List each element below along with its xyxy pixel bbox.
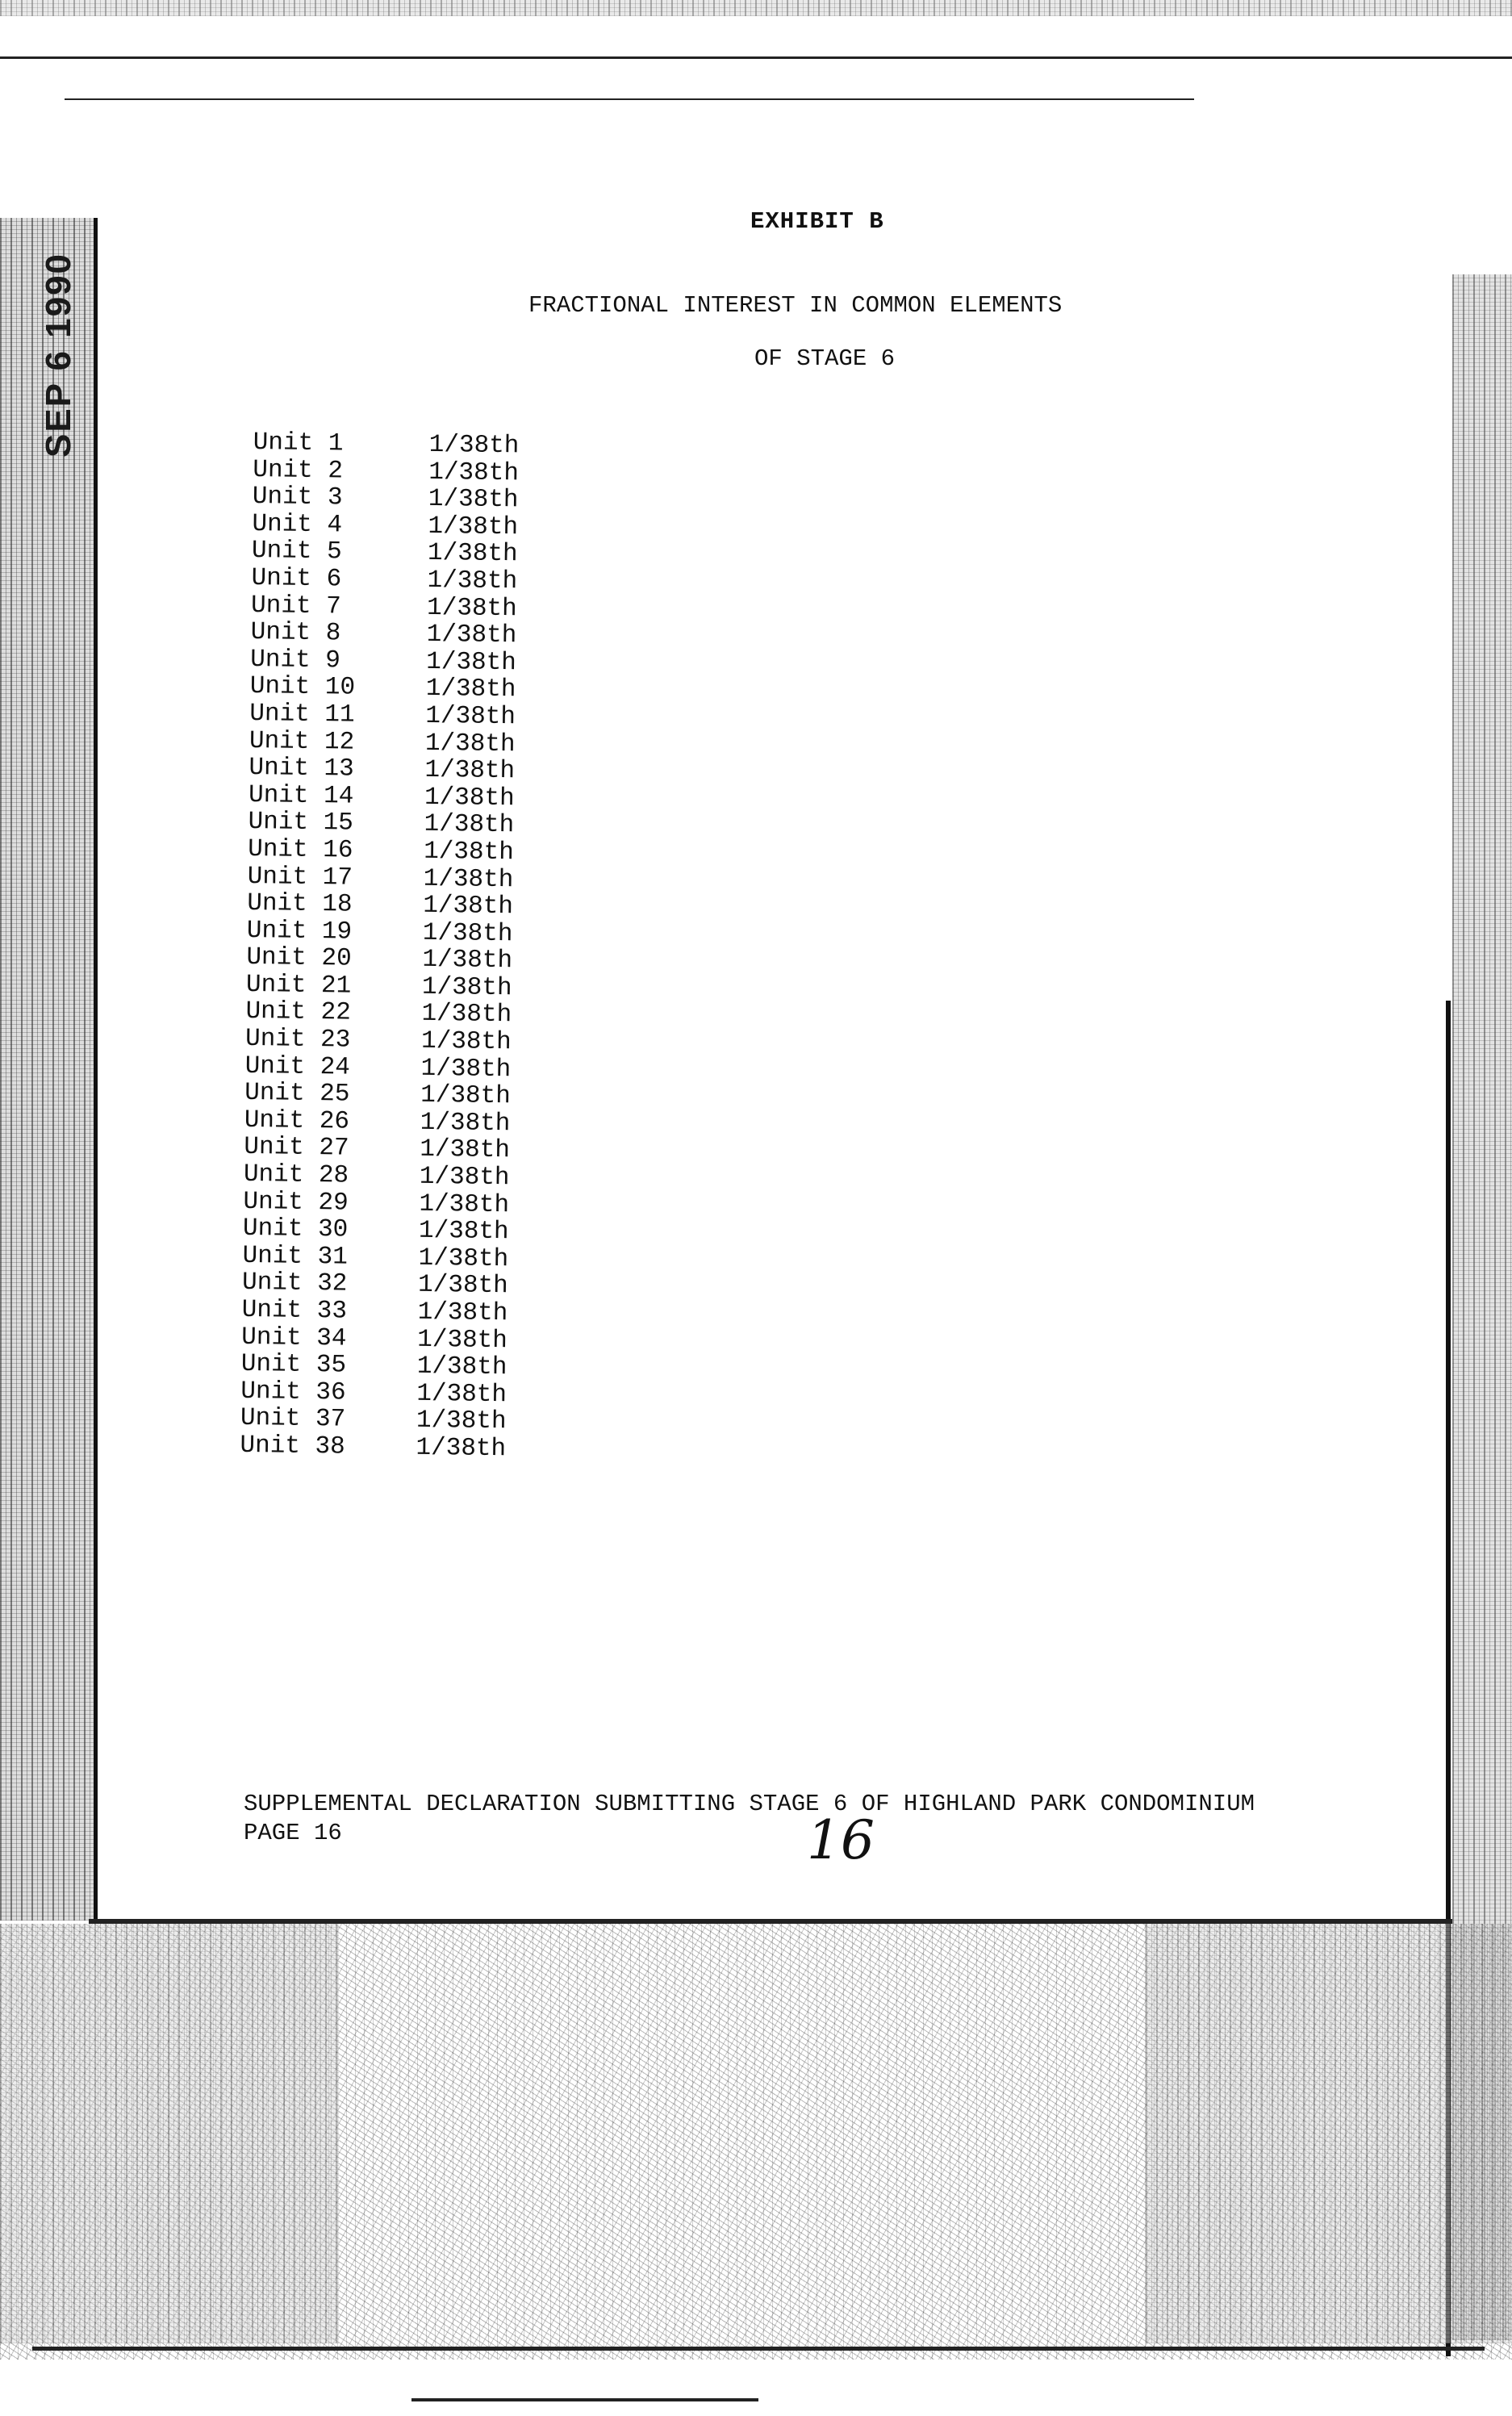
scan-noise-bottom-left — [0, 1924, 339, 2343]
unit-fraction: 1/38th — [417, 1325, 508, 1355]
unit-name: Unit 35 — [240, 1350, 347, 1380]
unit-fraction: 1/38th — [418, 1216, 509, 1247]
exhibit-title: EXHIBIT B — [750, 208, 884, 235]
unit-fraction: 1/38th — [424, 755, 516, 786]
unit-fraction: 1/38th — [417, 1298, 508, 1328]
unit-fraction: 1/38th — [426, 593, 517, 623]
unit-row — [246, 972, 512, 1002]
unit-fraction: 1/38th — [423, 891, 514, 922]
unit-name: Unit 17 — [247, 862, 353, 892]
unit-name: Unit 25 — [244, 1079, 350, 1109]
unit-row — [248, 809, 514, 839]
unit-row — [250, 673, 516, 704]
unit-row — [249, 754, 515, 785]
unit-row — [241, 1297, 507, 1327]
document-footer — [244, 1790, 1255, 1848]
unit-row — [244, 1134, 510, 1164]
unit-fraction: 1/38th — [419, 1162, 510, 1193]
unit-row — [245, 998, 512, 1029]
unit-row — [241, 1351, 507, 1381]
unit-row — [251, 592, 517, 623]
stamp-text: SEP 6 1990 — [39, 252, 78, 458]
unit-fraction: 1/38th — [416, 1352, 507, 1382]
unit-fraction: 1/38th — [424, 810, 515, 840]
unit-name: Unit 33 — [241, 1295, 348, 1326]
unit-name: Unit 6 — [251, 563, 342, 594]
unit-fraction: 1/38th — [421, 972, 512, 1003]
unit-name: Unit 38 — [240, 1431, 345, 1461]
unit-name: Unit 22 — [245, 997, 352, 1028]
unit-name: Unit 23 — [244, 1024, 351, 1055]
scan-noise-left-margin — [0, 218, 95, 1921]
unit-fraction: 1/38th — [418, 1244, 509, 1274]
unit-name: Unit 2 — [253, 455, 344, 486]
unit-name: Unit 11 — [249, 699, 355, 729]
unit-fraction: 1/38th — [422, 946, 513, 976]
unit-name: Unit 27 — [244, 1133, 349, 1164]
unit-name: Unit 21 — [245, 970, 352, 1001]
unit-fraction: 1/38th — [419, 1189, 510, 1219]
unit-fraction: 1/38th — [427, 539, 518, 569]
unit-row — [243, 1215, 509, 1246]
unit-row — [253, 483, 519, 514]
unit-fraction: 1/38th — [420, 1054, 512, 1084]
unit-name: Unit 1 — [253, 428, 344, 458]
scan-noise-top — [0, 0, 1512, 16]
unit-row — [240, 1378, 507, 1409]
unit-name: Unit 16 — [247, 834, 353, 865]
unit-fraction-table — [240, 429, 519, 1463]
unit-fraction: 1/38th — [424, 729, 516, 759]
unit-name: Unit 29 — [243, 1187, 349, 1218]
unit-fraction: 1/38th — [416, 1379, 507, 1409]
unit-fraction: 1/38th — [426, 647, 517, 678]
unit-row — [242, 1243, 508, 1273]
unit-row — [248, 836, 514, 867]
unit-name: Unit 8 — [250, 618, 341, 648]
unit-fraction: 1/38th — [425, 675, 516, 704]
unit-row — [244, 1107, 511, 1138]
unit-fraction: 1/38th — [425, 701, 516, 732]
handwritten-page-number: 16 — [807, 1809, 875, 1871]
unit-row — [248, 863, 514, 893]
scan-line-bottom-1 — [32, 2347, 1485, 2351]
unit-fraction: 1/38th — [420, 1108, 511, 1139]
unit-fraction: 1/38th — [428, 485, 519, 515]
unit-fraction: 1/38th — [420, 1026, 512, 1057]
unit-fraction: 1/38th — [422, 918, 513, 948]
unit-row — [244, 1080, 511, 1110]
unit-name: Unit 7 — [250, 591, 341, 621]
unit-name: Unit 30 — [242, 1214, 349, 1244]
unit-name: Unit 18 — [247, 889, 353, 919]
unit-row — [252, 537, 518, 568]
unit-row — [249, 700, 516, 731]
unit-name: Unit 34 — [241, 1323, 347, 1353]
unit-row — [240, 1432, 506, 1463]
scan-line-bottom-2 — [411, 2398, 758, 2401]
unit-row — [251, 565, 517, 596]
unit-fraction: 1/38th — [420, 1135, 511, 1165]
unit-name: Unit 4 — [252, 509, 343, 540]
unit-name: Unit 12 — [249, 726, 355, 757]
unit-name: Unit 5 — [251, 537, 342, 566]
unit-row — [249, 782, 515, 813]
unit-fraction: 1/38th — [423, 864, 514, 894]
unit-row — [246, 944, 512, 975]
unit-fraction: 1/38th — [428, 512, 519, 542]
unit-row — [247, 917, 513, 948]
unit-fraction: 1/38th — [420, 1081, 512, 1111]
unit-name: Unit 10 — [249, 672, 356, 703]
unit-fraction: 1/38th — [416, 1433, 507, 1464]
unit-name: Unit 9 — [250, 645, 341, 675]
scan-line-top-2 — [65, 98, 1194, 100]
unit-name: Unit 14 — [248, 780, 354, 811]
unit-row — [245, 1026, 512, 1056]
unit-row — [250, 619, 516, 650]
footer-page-label: PAGE 16 — [244, 1820, 342, 1846]
unit-name: Unit 13 — [249, 754, 354, 784]
unit-row — [240, 1405, 507, 1436]
unit-name: Unit 32 — [241, 1269, 348, 1299]
unit-row — [249, 727, 516, 758]
unit-name: Unit 36 — [240, 1377, 346, 1407]
unit-fraction: 1/38th — [424, 783, 515, 813]
scan-noise-bottom-right — [1146, 1924, 1512, 2343]
unit-row — [250, 646, 516, 677]
unit-fraction: 1/38th — [423, 837, 515, 867]
unit-row — [253, 457, 519, 487]
scan-line-top-1 — [0, 56, 1512, 59]
unit-row — [241, 1323, 507, 1354]
unit-fraction: 1/38th — [428, 458, 520, 487]
unit-name: Unit 28 — [243, 1160, 349, 1190]
unit-row — [244, 1161, 510, 1192]
unit-name: Unit 24 — [244, 1051, 351, 1082]
unit-fraction: 1/38th — [428, 430, 520, 461]
unit-fraction: 1/38th — [417, 1271, 508, 1301]
unit-row — [253, 429, 520, 460]
unit-name: Unit 3 — [252, 483, 343, 512]
received-date-stamp — [15, 242, 103, 468]
unit-name: Unit 15 — [248, 808, 354, 838]
unit-name: Unit 37 — [240, 1404, 346, 1434]
unit-row — [247, 890, 513, 921]
unit-name: Unit 19 — [246, 916, 353, 947]
footer-declaration-text: SUPPLEMENTAL DECLARATION SUBMITTING STAGE 6 OF HIGHLAND PARK CONDOMINIUM — [244, 1791, 1255, 1817]
unit-fraction: 1/38th — [421, 1000, 512, 1030]
unit-fraction: 1/38th — [427, 566, 518, 596]
unit-fraction: 1/38th — [426, 620, 517, 650]
document-subtitle: FRACTIONAL INTEREST IN COMMON ELEMENTS — [528, 292, 1063, 319]
unit-fraction: 1/38th — [416, 1407, 507, 1436]
unit-row — [243, 1189, 509, 1219]
scan-edge-left — [94, 218, 98, 1921]
document-subtitle-stage: OF STAGE 6 — [754, 345, 896, 372]
unit-name: Unit 31 — [242, 1241, 349, 1272]
unit-row — [242, 1269, 508, 1300]
unit-row — [252, 511, 518, 541]
unit-row — [244, 1053, 511, 1084]
unit-name: Unit 20 — [246, 943, 352, 973]
unit-name: Unit 26 — [244, 1106, 350, 1136]
